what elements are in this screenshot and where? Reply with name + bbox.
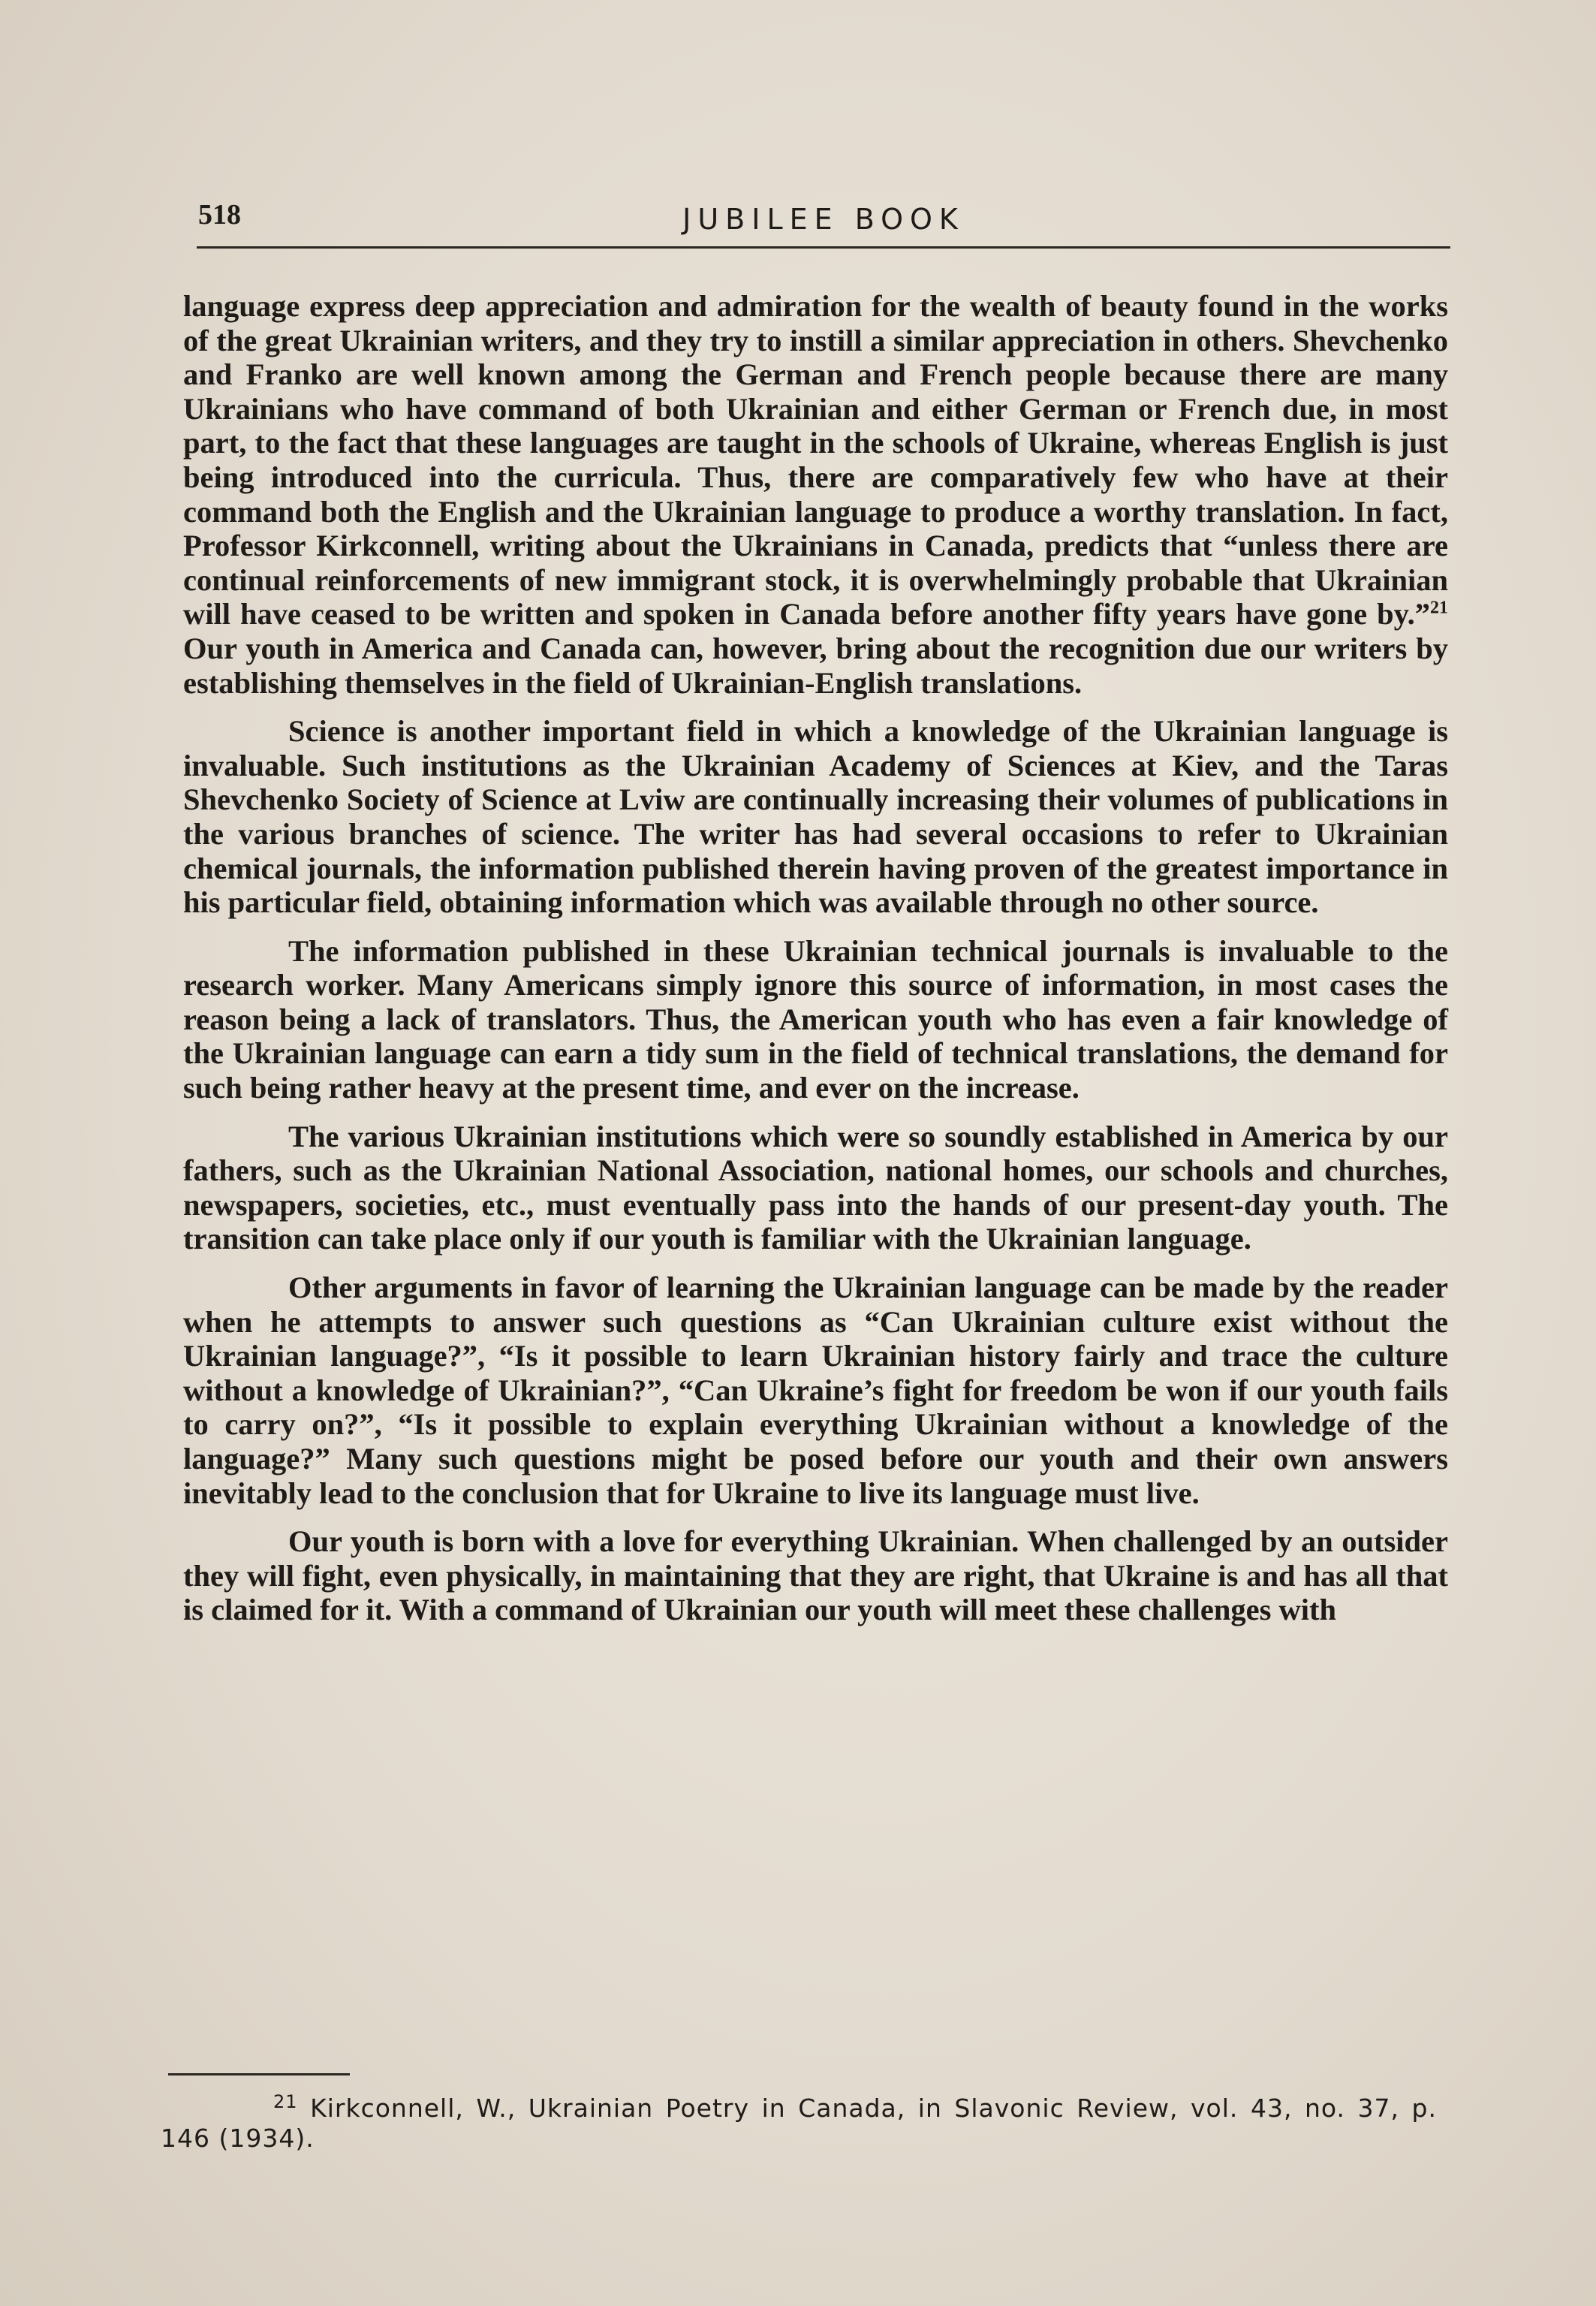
- paragraph-3: The information published in these Ukrainian technical journals is invaluable to the research worker. Many Americans simply ignore this source of information, in most cases the reason being a lack of translators. Thus, the American youth who has even a fair knowledge of the Ukrainian language can earn a tidy sum in the field of technical translations, the demand for such being rather heavy at the present time, and ever on the increase.: [183, 933, 1448, 1105]
- footnote: [161, 2093, 1437, 2154]
- paragraph-4: The various Ukrainian institutions which were so soundly established in America by our fathers, such as the Ukrainian National Association, national homes, our schools and churches, newspapers, societies, etc., must eventually pass into the hands of our present-day youth. The transition can take place only if our youth is familiar with the Ukrainian language.: [183, 1119, 1448, 1256]
- running-title: JUBILEE BOOK: [682, 203, 965, 236]
- page-number: 518: [198, 199, 241, 231]
- page-header: [197, 194, 1450, 249]
- footnote-text: Kirkconnell, W., Ukrainian Poetry in Canada, in Slavonic Review, vol. 43, no. 37, p. 146 (1934).: [161, 2093, 1437, 2153]
- paragraph-1: language express deep appreciation and admiration for the wealth of beauty found in the works of the great Ukrainian writers, and they try to instill a similar appreciation in others. Shevchenko and Franko are well known among the German and French people because there are many Ukrainians who have command of both Ukrainian and either German or French due, in most part, to the fact that these languages are taught in the schools of Ukraine, whereas English is just being introduced into the curricula. Thus, there are comparatively few who have at their command both the English and the Ukrainian language to produce a worthy translation. In fact, Professor Kirkconnell, writing about the Ukrainians in Canada, predicts that “unless there are continual reinforcements of new immigrant stock, it is overwhelmingly probable that Ukrainian will have ceased to be written and spoken in Canada before another fifty years have gone by.”$^{21}$ Our youth in America and Canada can, however, bring about the recognition due our writers by establishing themselves in the field of Ukrainian-English translations.: [183, 289, 1448, 700]
- paragraph-6: Our youth is born with a love for everything Ukrainian. When challenged by an outsider they will fight, even physically, in maintaining that they are right, that Ukraine is and has all that is claimed for it. With a command of Ukrainian our youth will meet these challenges with: [183, 1524, 1448, 1627]
- footnote-divider: [168, 2073, 350, 2075]
- footnote-marker: 21: [273, 2091, 298, 2112]
- paragraph-5: Other arguments in favor of learning the Ukrainian language can be made by the reader when he attempts to answer such questions as “Can Ukrainian culture exist without the Ukrainian language?”, “Is it possible to learn Ukrainian history fairly and trace the culture without a knowledge of Ukrainian?”, “Can Ukraine’s fight for freedom be won if our youth fails to carry on?”, “Is it possible to explain everything Ukrainian without a knowledge of the language?” Many such questions might be posed before our youth and their own answers inevitably lead to the conclusion that for Ukraine to live its language must live.: [183, 1271, 1448, 1510]
- paragraph-2: Science is another important field in which a knowledge of the Ukrainian language is invaluable. Such institutions as the Ukrainian Academy of Sciences at Kiev, and the Taras Shevchenko Society of Science at Lviw are continually increasing their volumes of publications in the various branches of science. The writer has had several occasions to refer to Ukrainian chemical journals, the information published therein having proven of the greatest importance in his particular field, obtaining information which was available through no other source.: [183, 714, 1448, 920]
- footnote-reference: 21: [1430, 598, 1448, 618]
- body-text: [183, 289, 1448, 1641]
